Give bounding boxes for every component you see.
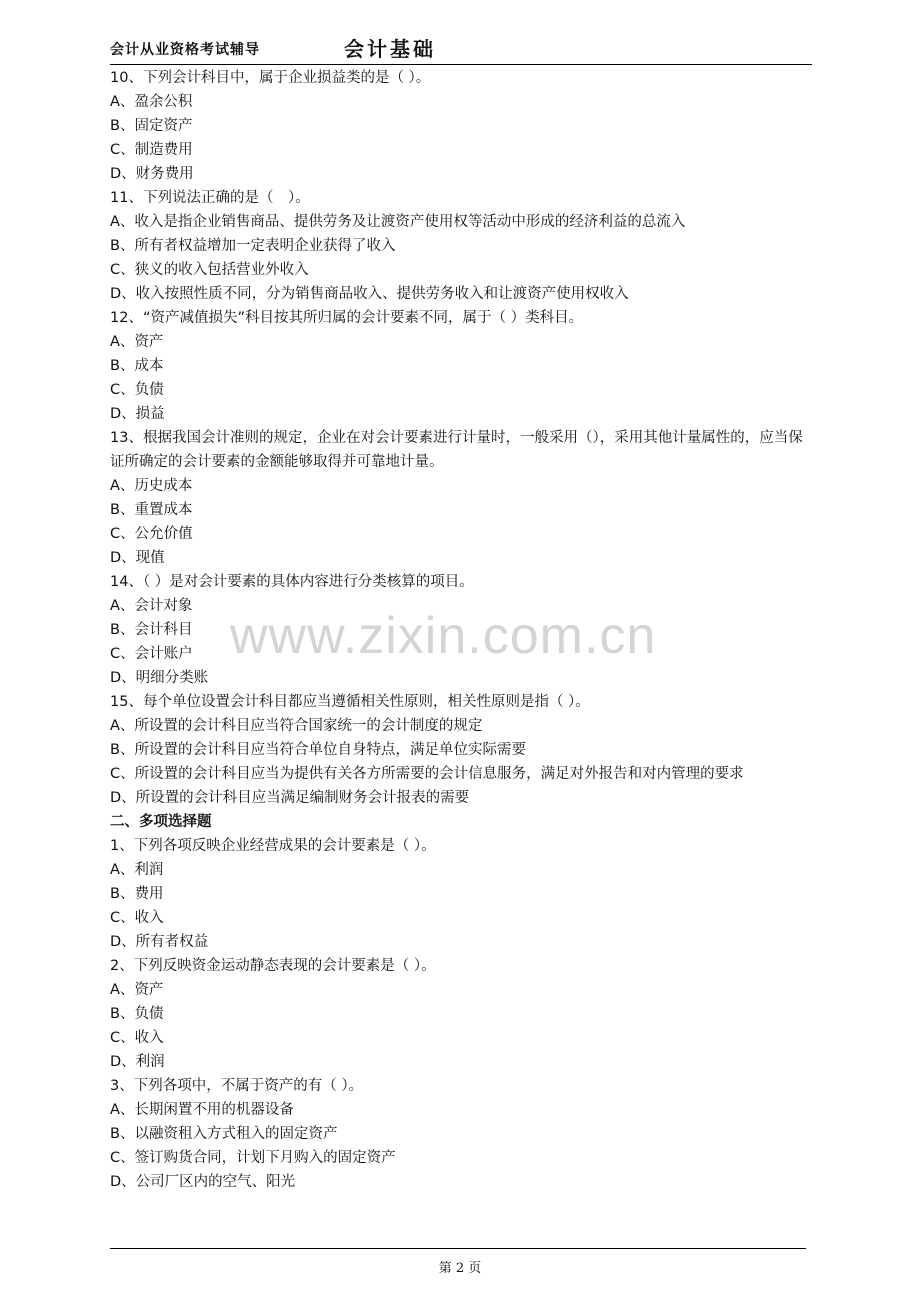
option-line: D、财务费用 xyxy=(110,166,194,182)
question-11: 11、下列说法正确的是（ ）。 xyxy=(110,190,310,206)
option-line: A、利润 xyxy=(110,862,164,878)
option-line: A、历史成本 xyxy=(110,478,193,494)
option-line: C、签订购货合同，计划下月购入的固定资产 xyxy=(110,1150,396,1166)
question-10: 10、下列会计科目中，属于企业损益类的是（ ）。 xyxy=(110,70,431,86)
question-multi-2: 2、下列反映资金运动静态表现的会计要素是（ ）。 xyxy=(110,958,436,974)
question-12: 12、“资产减值损失”科目按其所归属的会计要素不同，属于（ ）类科目。 xyxy=(110,310,584,326)
option-line: D、明细分类账 xyxy=(110,670,209,686)
option-line: C、负债 xyxy=(110,382,164,398)
option-line: B、会计科目 xyxy=(110,622,193,638)
option-line: B、成本 xyxy=(110,358,164,374)
option-line: B、所设置的会计科目应当符合单位自身特点，满足单位实际需要 xyxy=(110,742,526,758)
option-line: A、资产 xyxy=(110,334,164,350)
page-header xyxy=(110,34,812,65)
option-line: A、收入是指企业销售商品、提供劳务及让渡资产使用权等活动中形成的经济利益的总流入 xyxy=(110,214,686,230)
page-number: 第 2 页 xyxy=(438,1261,482,1276)
question-13: 13、根据我国会计准则的规定，企业在对会计要素进行计量时，一般采用（），采用其他计量属性的，应当保证所确定的会计要素的金额能够取得并可靠地计量。 xyxy=(110,430,803,470)
option-line: B、所有者权益增加一定表明企业获得了收入 xyxy=(110,238,396,254)
option-line: C、会计账户 xyxy=(110,646,193,662)
question-multi-1: 1、下列各项反映企业经营成果的会计要素是（ ）。 xyxy=(110,838,436,854)
option-line: B、固定资产 xyxy=(110,118,193,134)
option-line: A、会计对象 xyxy=(110,598,193,614)
option-line: C、公允价值 xyxy=(110,526,193,542)
question-multi-3: 3、下列各项中，不属于资产的有（ ）。 xyxy=(110,1078,364,1094)
option-line: B、负债 xyxy=(110,1006,164,1022)
option-line: B、费用 xyxy=(110,886,164,902)
option-line: C、收入 xyxy=(110,1030,164,1046)
document-body xyxy=(110,66,812,1194)
option-line: D、公司厂区内的空气、阳光 xyxy=(110,1174,296,1190)
option-line: A、资产 xyxy=(110,982,164,998)
option-line: A、所设置的会计科目应当符合国家统一的会计制度的规定 xyxy=(110,718,483,734)
option-line: D、损益 xyxy=(110,406,165,422)
section-heading: 二、多项选择题 xyxy=(110,814,212,830)
option-line: D、所有者权益 xyxy=(110,934,209,950)
watermark: www.zixin.com.cn xyxy=(230,607,657,665)
footer-divider xyxy=(110,1248,806,1249)
option-line: B、重置成本 xyxy=(110,502,193,518)
option-line: C、制造费用 xyxy=(110,142,193,158)
option-line: D、所设置的会计科目应当满足编制财务会计报表的需要 xyxy=(110,790,470,806)
option-line: C、所设置的会计科目应当为提供有关各方所需要的会计信息服务，满足对外报告和对内管理的要求 xyxy=(110,766,744,782)
option-line: A、长期闲置不用的机器设备 xyxy=(110,1102,294,1118)
header-org: 会计从业资格考试辅导 xyxy=(110,42,260,58)
option-line: D、利润 xyxy=(110,1054,165,1070)
option-line: C、收入 xyxy=(110,910,164,926)
option-line: D、现值 xyxy=(110,550,165,566)
option-line: B、以融资租入方式租入的固定资产 xyxy=(110,1126,338,1142)
option-line: C、狭义的收入包括营业外收入 xyxy=(110,262,309,278)
option-line: A、盈余公积 xyxy=(110,94,193,110)
header-subject: 会计基础 xyxy=(344,37,436,61)
question-15: 15、每个单位设置会计科目都应当遵循相关性原则，相关性原则是指（ ）。 xyxy=(110,694,590,710)
question-14: 14、（ ）是对会计要素的具体内容进行分类核算的项目。 xyxy=(110,574,474,590)
option-line: D、收入按照性质不同，分为销售商品收入、提供劳务收入和让渡资产使用权收入 xyxy=(110,286,629,302)
